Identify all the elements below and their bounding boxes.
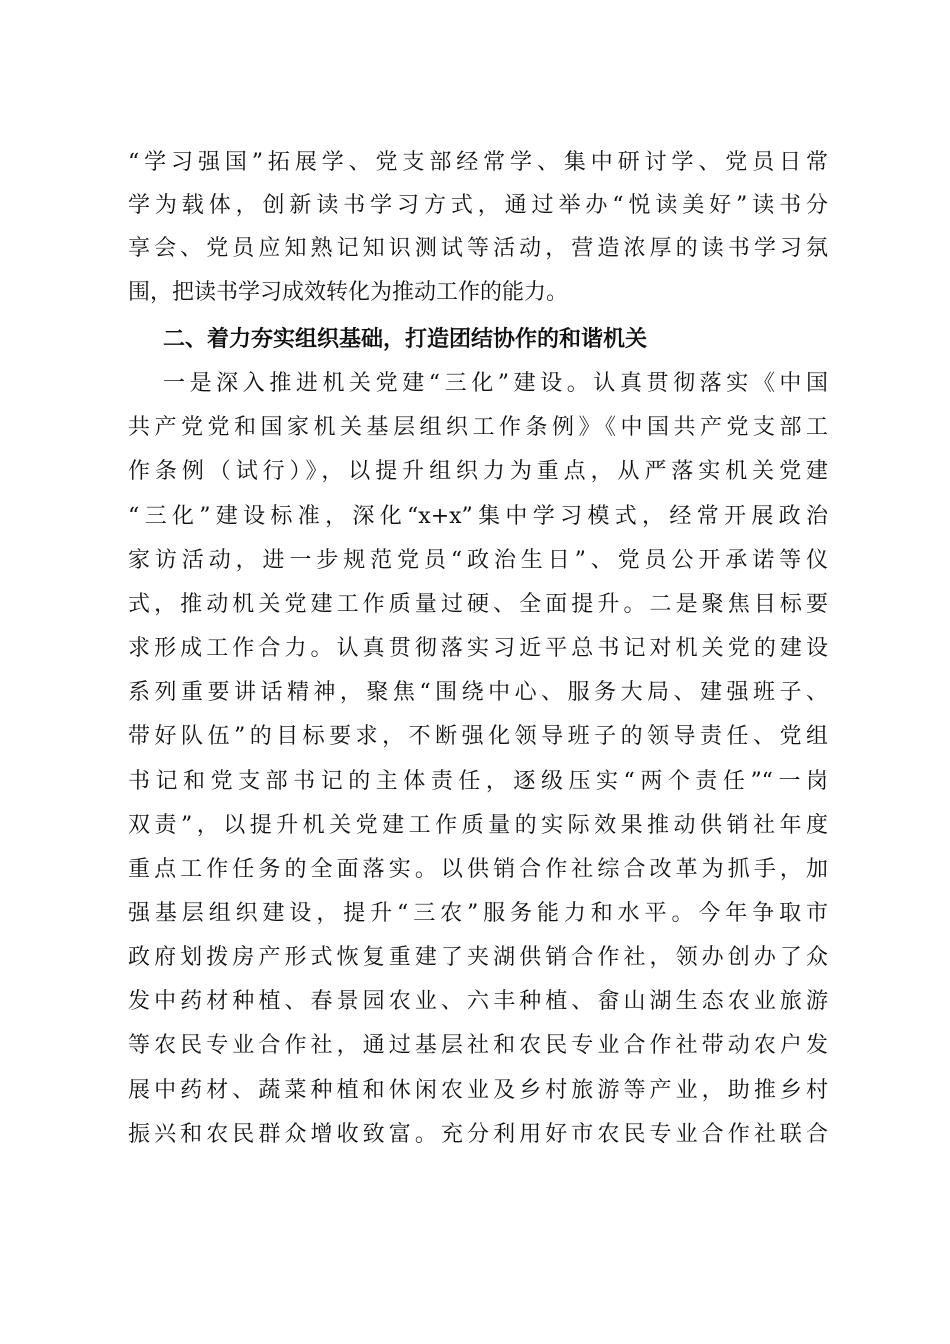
paragraph-line: 围，把读书学习成效转化为推动工作的能力。 (128, 280, 569, 305)
paragraph-line: 式，推动机关党建工作质量过硬、全面提升。二是聚焦目标要 (128, 592, 828, 617)
paragraph-line: 享会、党员应知熟记知识测试等活动，营造浓厚的读书学习氛 (128, 236, 828, 261)
paragraph-line: 发中药材种植、春景园农业、六丰种植、畲山湖生态农业旅游 (128, 989, 828, 1014)
paragraph-line: 一是深入推进机关党建“三化”建设。认真贯彻落实《中国 (163, 371, 828, 396)
paragraph-line: 等农民专业合作社，通过基层社和农民专业合作社带动农户发 (128, 1033, 828, 1058)
paragraph-line: 振兴和农民群众增收致富。充分利用好市农民专业合作社联合 (128, 1122, 828, 1147)
paragraph-line: 作条例（试行）》，以提升组织力为重点，从严落实机关党建 (128, 459, 828, 484)
paragraph-line: 共产党党和国家机关基层组织工作条例》《中国共产党支部工 (128, 415, 828, 440)
section-heading: 二、着力夯实组织基础，打造团结协作的和谐机关 (163, 327, 648, 352)
paragraph-line: 求形成工作合力。认真贯彻落实习近平总书记对机关党的建设 (128, 636, 828, 661)
paragraph-line: 重点工作任务的全面落实。以供销合作社综合改革为抓手，加 (128, 857, 828, 882)
paragraph-line: 双责”，以提升机关党建工作质量的实际效果推动供销社年度 (128, 813, 828, 838)
paragraph-line: 家访活动，进一步规范党员“政治生日”、党员公开承诺等仪 (128, 548, 828, 573)
paragraph-line: “学习强国”拓展学、党支部经常学、集中研讨学、党员日常 (128, 150, 828, 175)
paragraph-line: 书记和党支部书记的主体责任，逐级压实“两个责任”“一岗 (128, 769, 828, 794)
paragraph-line: 学为载体，创新读书学习方式，通过举办“悦读美好”读书分 (128, 193, 828, 218)
paragraph-line: “三化”建设标准，深化“x+x”集中学习模式，经常开展政治 (128, 504, 828, 529)
paragraph-line: 带好队伍”的目标要求，不断强化领导班子的领导责任、党组 (128, 724, 828, 749)
paragraph-line: 系列重要讲话精神，聚焦“围绕中心、服务大局、建强班子、 (128, 680, 828, 705)
paragraph-line: 政府划拨房产形式恢复重建了夹湖供销合作社，领办创办了众 (128, 945, 828, 970)
paragraph-line: 展中药材、蔬菜种植和休闲农业及乡村旅游等产业，助推乡村 (128, 1078, 828, 1103)
paragraph-line: 强基层组织建设，提升“三农”服务能力和水平。今年争取市 (128, 901, 828, 926)
